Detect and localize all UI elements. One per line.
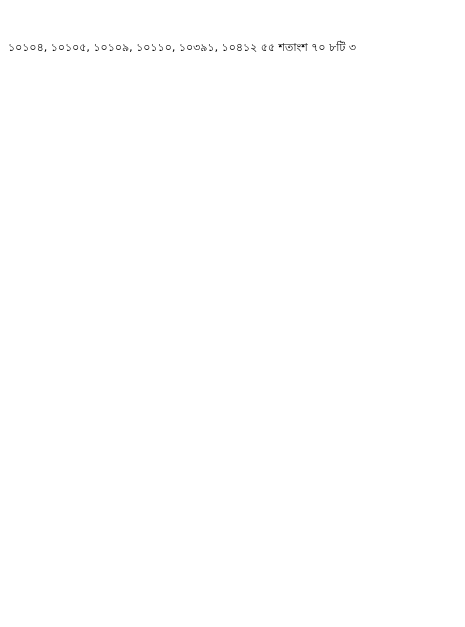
land-area: ৫৫ শতাংশ <box>260 41 308 54</box>
deposit-amount: ৩ <box>348 41 356 54</box>
shop-count: ৭০ <box>311 41 326 54</box>
article-body <box>8 40 457 623</box>
shops-built: ৮টি <box>329 41 346 54</box>
plot-numbers: ১০১০৪, ১০১০৫, ১০১০৯, ১০১১০, ১০৩৯১, ১০৪১২ <box>8 41 258 54</box>
previous-article-fragment <box>8 0 457 12</box>
